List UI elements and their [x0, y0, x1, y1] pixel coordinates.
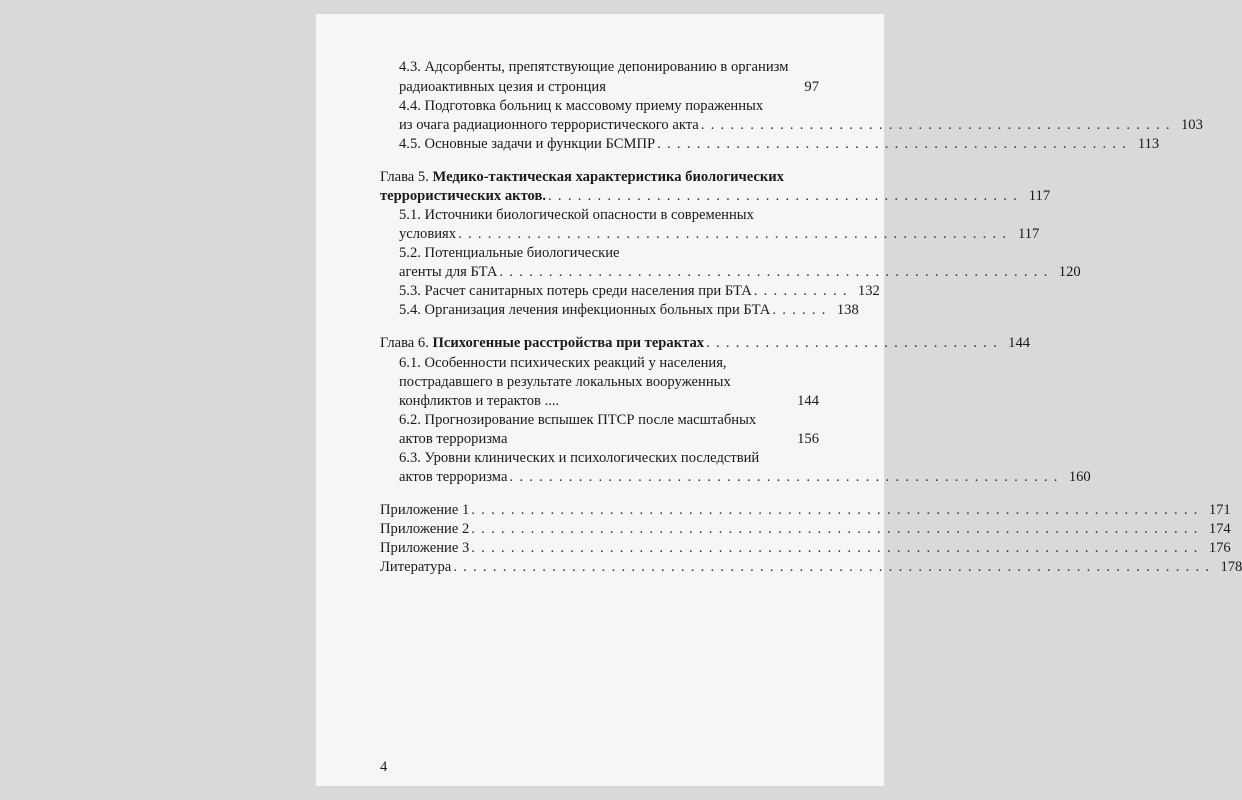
toc-page-number: 113: [1137, 136, 1160, 152]
toc-chapter-6: [380, 333, 1031, 353]
toc-entry-4-4-line1: 4.4. Подготовка больниц к массовому приему пораженных: [399, 98, 764, 114]
toc-appendix-2: [380, 519, 1231, 539]
toc-entry-text: актов терроризма: [399, 431, 508, 447]
toc-page-number: 117: [1018, 226, 1040, 242]
chapter-title: террористических актов.: [380, 188, 547, 204]
toc-appendix-1: [380, 500, 1231, 520]
toc-entry-6-2-line1: 6.2. Прогнозирование вспышек ПТСР после масштабных: [399, 412, 757, 428]
toc-page-number: 171: [1208, 502, 1231, 518]
toc-entry-text: из очага радиационного террористического акта: [399, 117, 699, 133]
toc-page-number: 97: [804, 79, 819, 95]
toc-entry-4-3: [399, 77, 819, 97]
toc-entry-6-3-line1: 6.3. Уровни клинических и психологических последствий: [399, 450, 760, 466]
leader-dots: . . . . . . . . . . . . . . . . . . . . . . . . . . . . . . . . . . . . . . . . . . . . . . . . . . . . . . . . . . . . . . . . . . . . . . . . . .: [471, 521, 1199, 537]
toc-entry-text: конфликтов и терактов ....: [399, 393, 560, 409]
toc-entry-6-1-line2: пострадавшего в результате локальных вооруженных: [399, 374, 731, 390]
leader-dots: . . . . . . . . . . . . . . . . . . . . . . . . . . . . . . . . . . . . . . . . . . . . . . . . . . . . . . . . . . . . . . . . . . . . . . . . . .: [471, 540, 1199, 556]
toc-entry-6-3: [399, 467, 1091, 487]
toc-page-number: 117: [1028, 188, 1051, 204]
leader-dots: . . . . . . . . . . . . . . . . . . . . . . . . . . . . . .: [706, 335, 999, 351]
leader-dots: . . . . . . . . . . . . . . . . . . . . . . . . . . . . . . . . . . . . . . . . . . . . . . . .: [657, 136, 1128, 152]
toc-entry-text: Приложение 2: [380, 521, 470, 537]
toc-entry-text: 5.4. Организация лечения инфекционных больных при БТА: [399, 302, 771, 318]
leader-dots: . . . . . . . . . . . . . . . . . . . . . . . . . . . . . . . . . . . . . . . . . . . . . . . . . . . . . . . . . . . . . . . . . . . . . . . . . . . . .: [453, 559, 1211, 575]
toc-page-number: 144: [1008, 335, 1031, 351]
toc-page-number: 156: [797, 431, 819, 447]
leader-dots: . . . . . . . . . . . . . . . . . . . . . . . . . . . . . . . . . . . . . . . . . . . . . . . . . . . . . . . .: [509, 469, 1059, 485]
toc-entry-text: актов терроризма: [399, 469, 508, 485]
toc-page-number: 132: [857, 283, 880, 299]
toc-entry-4-4: [399, 115, 1203, 135]
toc-page-number: 176: [1208, 540, 1231, 556]
toc-entry-text: 4.5. Основные задачи и функции БСМПР: [399, 136, 656, 152]
toc-entry-text: Приложение 3: [380, 540, 470, 556]
chapter-prefix: Глава 6.: [380, 335, 429, 351]
page-number: 4: [380, 759, 388, 775]
toc-entry-4-5: [399, 134, 1160, 154]
toc-entry-text: Литература: [380, 559, 452, 575]
toc-entry-6-1-line1: 6.1. Особенности психических реакций у населения,: [399, 355, 727, 371]
toc-entry-text: 5.3. Расчет санитарных потерь среди населения при БТА: [399, 283, 752, 299]
toc-literature: [380, 557, 1242, 577]
toc-entry-5-2-line1: 5.2. Потенциальные биологические: [399, 245, 620, 261]
toc-chapter-5: [380, 186, 1051, 206]
toc-appendix-3: [380, 538, 1231, 558]
leader-dots: . . . . . . . . . . . . . . . . . . . . . . . . . . . . . . . . . . . . . . . . . . . . . . . . . . . . . . . .: [458, 226, 1008, 242]
toc-entry-text: агенты для БТА: [399, 264, 498, 280]
toc-entry-text: радиоактивных цезия и стронция: [399, 79, 606, 95]
toc-chapter-5-line1: [380, 167, 820, 187]
chapter-title: Психогенные расстройства при терактах: [432, 335, 705, 351]
toc-page-number: 144: [797, 393, 819, 409]
table-of-contents: [316, 14, 1242, 786]
toc-page-number: 120: [1058, 264, 1081, 280]
leader-dots: . . . . . . . . . .: [753, 283, 848, 299]
toc-page-number: 174: [1208, 521, 1231, 537]
book-page: [316, 14, 1242, 786]
toc-entry-4-3-line1: 4.3. Адсорбенты, препятствующие депонированию в организм: [399, 59, 789, 75]
toc-entry-6-1: [399, 391, 819, 411]
leader-dots: . . . . . . . . . . . . . . . . . . . . . . . . . . . . . . . . . . . . . . . . . . . . . . . . . . . . . . . . . . . . . . . . . . . . . . . . . .: [471, 502, 1199, 518]
toc-entry-text: Приложение 1: [380, 502, 470, 518]
toc-page-number: 138: [836, 302, 859, 318]
toc-page-number: 103: [1180, 117, 1203, 133]
toc-page-number: 160: [1068, 469, 1091, 485]
toc-entry-5-2: [399, 262, 1081, 282]
toc-entry-text: условиях: [399, 226, 457, 242]
leader-dots: . . . . . . . . . . . . . . . . . . . . . . . . . . . . . . . . . . . . . . . . . . . . . . . .: [548, 188, 1019, 204]
toc-entry-5-1-line1: 5.1. Источники биологической опасности в современных: [399, 207, 754, 223]
leader-dots: . . . . . . . . . . . . . . . . . . . . . . . . . . . . . . . . . . . . . . . . . . . . . . . . . . . . . . . .: [499, 264, 1049, 280]
toc-entry-5-3: [399, 281, 880, 301]
toc-entry-6-2: [399, 429, 819, 449]
leader-dots: . . . . . . . . . . . . . . . . . . . . . . . . . . . . . . . . . . . . . . . . . . . . . . . .: [700, 117, 1171, 133]
toc-page-number: 178: [1220, 559, 1242, 575]
chapter-prefix: Глава 5.: [380, 169, 429, 185]
toc-entry-5-4: [399, 300, 859, 320]
toc-entry-5-1: [399, 224, 1040, 244]
chapter-title: Медико-тактическая характеристика биологических: [432, 169, 784, 185]
leader-dots: . . . . . .: [772, 302, 827, 318]
